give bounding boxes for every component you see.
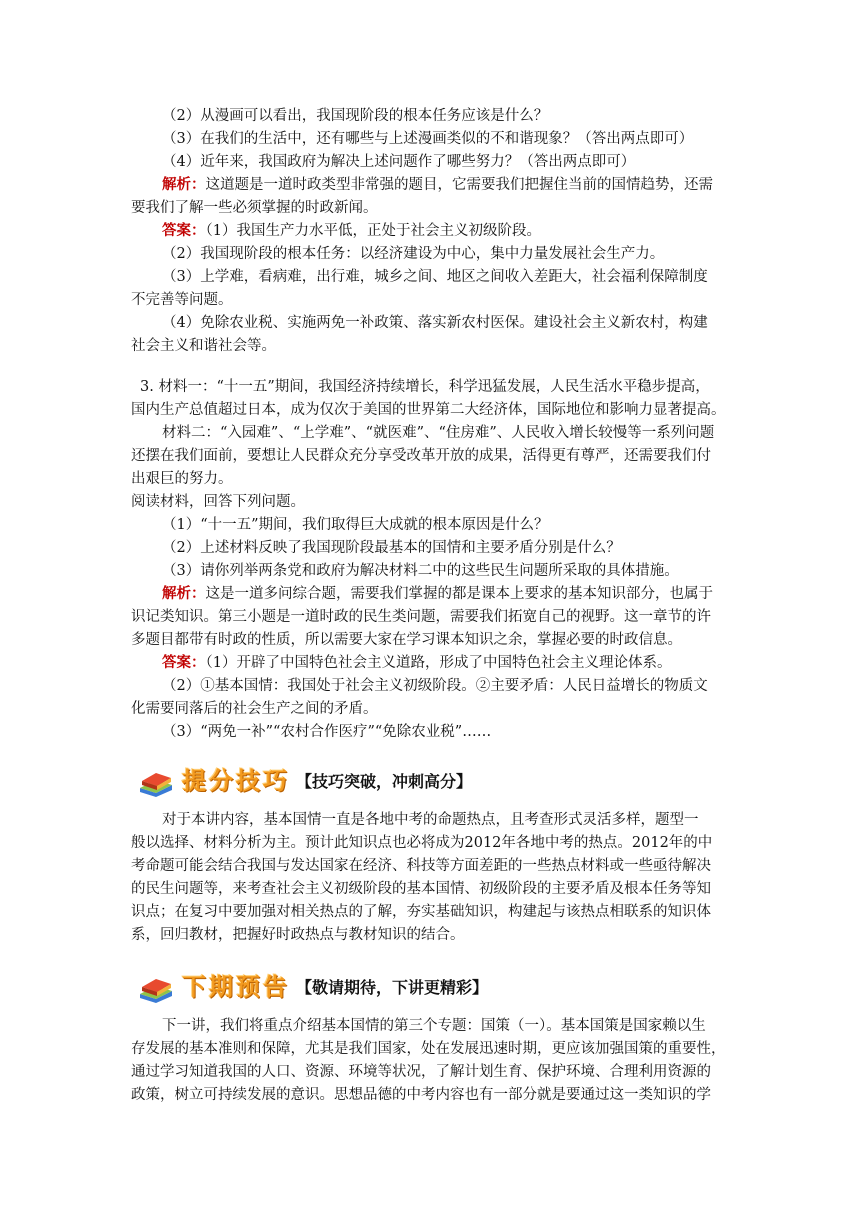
text-line: （1）我国生产力水平低，正处于社会主义初级阶段。 <box>205 223 541 239</box>
answer-b-2 <box>162 676 762 696</box>
banner-title: 下期预告 <box>182 973 290 1001</box>
answer-3 <box>162 267 762 287</box>
preview-para-1 <box>162 1016 762 1036</box>
preview-para-4 <box>131 1085 731 1105</box>
read-instruction <box>131 492 731 512</box>
question-3-2 <box>162 538 762 558</box>
answer-line <box>162 221 762 241</box>
analysis-b-3 <box>131 630 731 650</box>
text-line: 多题目都带有时政的性质，所以需要大家在学习课本知识之余，掌握必要的时政信息。 <box>131 632 682 648</box>
text-line: 识记类知识。第三小题是一道时政的民生类问题，需要我们拓宽自己的视野。这一章节的许 <box>131 609 711 625</box>
text-line: 这道题是一道时政类型非常强的题目，它需要我们把握住当前的国情趋势，还需 <box>205 177 713 193</box>
text-line: 出艰巨的努力。 <box>131 471 233 487</box>
text-line: 3. 材料一：“十一五”期间，我国经济持续增长，科学迅猛发展，人民生活水平稳步提高， <box>140 379 710 395</box>
text-line: 对于本讲内容，基本国情一直是各地中考的命题热点，且考查形式灵活多样，题型一 <box>162 812 699 828</box>
text-line: （1）“十一五”期间，我们取得巨大成就的根本原因是什么？ <box>162 517 549 533</box>
material-2-cont2 <box>131 469 731 489</box>
section-banner-preview <box>136 970 736 1010</box>
text-line: 般以选择、材料分析为主。预计此知识点也必将成为2012年各地中考的热点。2012年的中 <box>131 835 713 851</box>
material-1-cont <box>131 400 731 420</box>
text-line: 这是一道多问综合题，需要我们掌握的都是课本上要求的基本知识部分，也属于 <box>205 586 713 602</box>
tips-para-3 <box>131 856 731 876</box>
book-stack-icon <box>136 768 176 798</box>
answer-label: 答案： <box>162 654 206 671</box>
analysis-line-b <box>162 584 762 604</box>
text-line: （2）从漫画可以看出，我国现阶段的根本任务应该是什么？ <box>162 108 549 124</box>
material-1 <box>140 377 740 397</box>
text-line: 材料二：“入园难”、“上学难”、“就医难”、“住房难”、人民收入增长较慢等一系列问题 <box>162 425 715 441</box>
tips-para-6 <box>131 925 731 945</box>
banner-subtitle: 【技巧突破，冲刺高分】 <box>296 772 473 791</box>
material-2 <box>162 423 762 443</box>
tips-para-4 <box>131 879 731 899</box>
answer-line-b <box>162 653 762 673</box>
preview-para-3 <box>131 1062 731 1082</box>
text-line: （2）我国现阶段的根本任务：以经济建设为中心，集中力量发展社会生产力。 <box>162 246 665 262</box>
book-stack-icon <box>136 974 176 1004</box>
text-line: 系，回归教材，把握好时政热点与教材知识的结合。 <box>131 927 465 943</box>
text-line: 存发展的基本准则和保障，尤其是我们国家，处在发展迅速时期，更应该加强国策的重要性， <box>131 1041 726 1057</box>
text-line: （4）免除农业税、实施两免一补政策、落实新农村医保。建设社会主义新农村，构建 <box>162 315 708 331</box>
section-banner-tips <box>136 764 736 804</box>
answer-4 <box>162 313 762 333</box>
text-line: 政策，树立可持续发展的意识。思想品德的中考内容也有一部分就是要通过这一类知识的学 <box>131 1087 711 1103</box>
analysis-line <box>162 175 762 195</box>
banner-subtitle: 【敬请期待，下讲更精彩】 <box>296 978 489 997</box>
answer-4-cont <box>131 336 731 356</box>
text-line: 社会主义和谐社会等。 <box>131 338 276 354</box>
text-line: （2）①基本国情：我国处于社会主义初级阶段。②主要矛盾：人民日益增长的物质文 <box>162 678 708 694</box>
tips-para-2 <box>131 833 731 853</box>
answer-2 <box>162 244 762 264</box>
answer-3-cont <box>131 290 731 310</box>
text-line: 要我们了解一些必须掌握的时政新闻。 <box>131 200 378 216</box>
text-line: 考命题可能会结合我国与发达国家在经济、科技等方面差距的一些热点材料或一些亟待解决 <box>131 858 711 874</box>
text-line: 下一讲，我们将重点介绍基本国情的第三个专题：国策（一）。基本国策是国家赖以生 <box>162 1018 706 1034</box>
question-3-1 <box>162 515 762 535</box>
tips-para-5 <box>131 902 731 922</box>
text-line: 国内生产总值超过日本，成为仅次于美国的世界第二大经济体，国际地位和影响力显著提高。 <box>131 402 726 418</box>
text-line: （3）请你列举两条党和政府为解决材料二中的这些民生问题所采取的具体措施。 <box>162 563 679 579</box>
question-3 <box>162 129 762 149</box>
material-2-cont <box>131 446 731 466</box>
question-3-3 <box>162 561 762 581</box>
preview-para-2 <box>131 1039 731 1059</box>
text-line: （1）开辟了中国特色社会主义道路，形成了中国特色社会主义理论体系。 <box>205 655 672 671</box>
answer-label: 答案： <box>162 222 206 239</box>
text-line: （4）近年来，我国政府为解决上述问题作了哪些努力？（答出两点即可） <box>162 154 636 170</box>
analysis-line-2 <box>131 198 731 218</box>
question-4 <box>162 152 762 172</box>
analysis-label: 解析： <box>162 176 206 193</box>
text-line: 还摆在我们面前，要想让人民群众充分享受改革开放的成果，活得更有尊严，还需要我们付 <box>131 448 711 464</box>
question-2 <box>162 106 762 126</box>
tips-para-1 <box>162 810 762 830</box>
text-line: （3）“两免一补”“农村合作医疗”“免除农业税”…… <box>162 724 492 740</box>
text-line: 阅读材料，回答下列问题。 <box>131 494 305 510</box>
text-line: （2）上述材料反映了我国现阶段最基本的国情和主要矛盾分别是什么？ <box>162 540 621 556</box>
text-line: （3）在我们的生活中，还有哪些与上述漫画类似的不和谐现象？（答出两点即可） <box>162 131 694 147</box>
answer-b-3 <box>162 722 762 742</box>
text-line: 识点；在复习中要加强对相关热点的了解，夯实基础知识，构建起与该热点相联系的知识体 <box>131 904 711 920</box>
text-line: （3）上学难，看病难，出行难，城乡之间、地区之间收入差距大，社会福利保障制度 <box>162 269 708 285</box>
text-line: 通过学习知道我国的人口、资源、环境等状况，了解计划生育、保护环境、合理利用资源的 <box>131 1064 711 1080</box>
analysis-label: 解析： <box>162 585 206 602</box>
text-line: 不完善等问题。 <box>131 292 233 308</box>
analysis-b-2 <box>131 607 731 627</box>
banner-title: 提分技巧 <box>182 767 290 795</box>
answer-b-2-cont <box>131 699 731 719</box>
text-line: 化需要同落后的社会生产之间的矛盾。 <box>131 701 378 717</box>
text-line: 的民生问题等，来考查社会主义初级阶段的基本国情、初级阶段的主要矛盾及根本任务等知 <box>131 881 711 897</box>
